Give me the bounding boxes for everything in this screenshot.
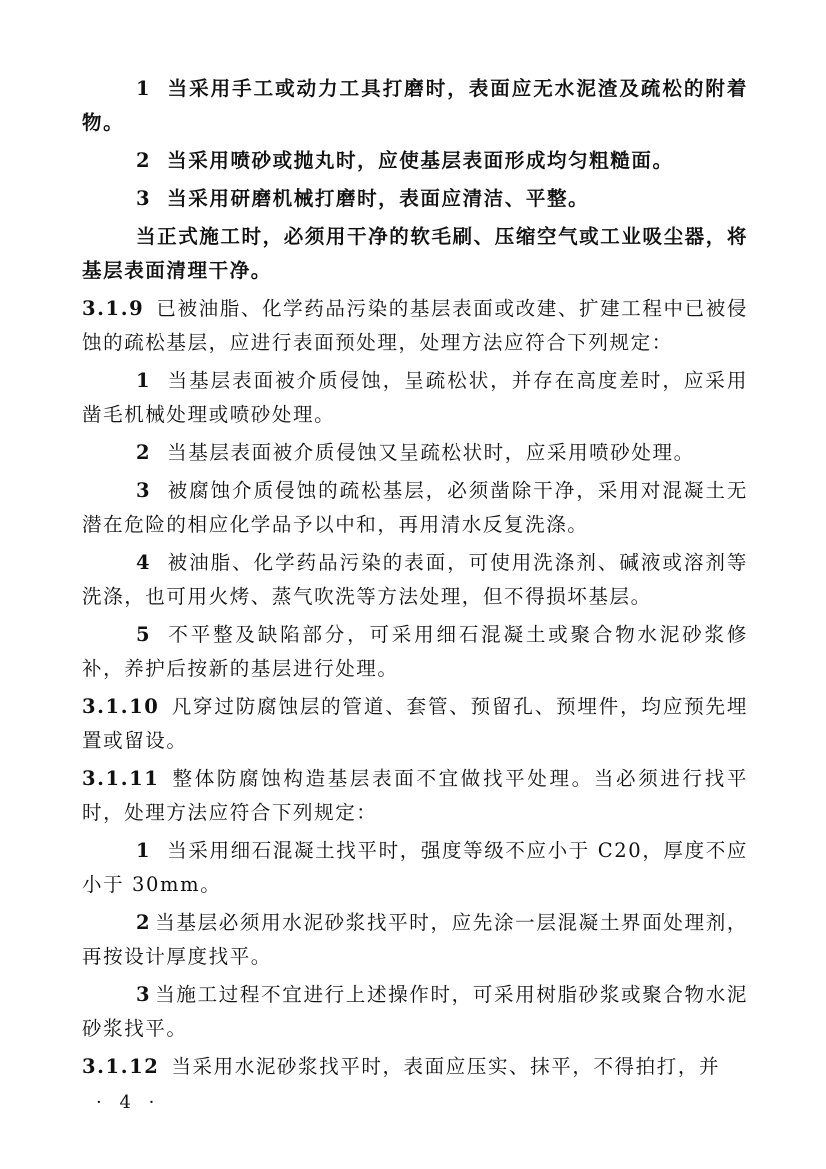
document-page xyxy=(82,72,748,1088)
paragraph-text: 当采用研磨机械打磨时，表面应清洁、平整。 xyxy=(167,187,590,210)
paragraph-text: 被油脂、化学药品污染的表面，可使用洗涤剂、碱液或溶剂等洗涤，也可用火烤、蒸气吹洗等方法处理，但不得损坏基层。 xyxy=(82,551,748,608)
list-item xyxy=(82,436,748,470)
paragraph-text: 当基层必须用水泥砂浆找平时，应先涂一层混凝土界面处理剂，再按设计厚度找平。 xyxy=(82,911,748,968)
item-number: 1 xyxy=(136,369,152,392)
item-number: 2 xyxy=(136,911,152,934)
clause-number: 3.1.11 xyxy=(82,767,160,790)
clause-number: 3.1.10 xyxy=(82,695,160,718)
paragraph-text: 当采用喷砂或抛丸时，应使基层表面形成均匀粗糙面。 xyxy=(167,149,674,172)
page-number: · 4 · xyxy=(96,1092,161,1113)
list-item xyxy=(82,546,748,614)
list-item xyxy=(82,474,748,542)
item-number: 5 xyxy=(136,623,152,646)
item-number: 3 xyxy=(136,479,152,502)
paragraph-text: 当正式施工时，必须用干净的软毛刷、压缩空气或工业吸尘器，将基层表面清理干净。 xyxy=(82,225,748,282)
paragraph-text: 当采用细石混凝土找平时，强度等级不应小于 C20，厚度不应小于 30mm。 xyxy=(82,839,748,896)
item-number: 3 xyxy=(136,983,152,1006)
paragraph-text: 当基层表面被介质侵蚀，呈疏松状，并存在高度差时，应采用凿毛机械处理或喷砂处理。 xyxy=(82,369,748,426)
paragraph-text: 当基层表面被介质侵蚀又呈疏松状时，应采用喷砂处理。 xyxy=(167,441,695,464)
paragraph-text: 已被油脂、化学药品污染的基层表面或改建、扩建工程中已被侵蚀的疏松基层，应进行表面预处理，处理方法应符合下列规定： xyxy=(82,297,748,354)
body-paragraph xyxy=(82,220,748,288)
paragraph-text: 凡穿过防腐蚀层的管道、套管、预留孔、预埋件，均应预先埋置或留设。 xyxy=(82,695,748,752)
item-number: 1 xyxy=(136,77,152,100)
clause-number: 3.1.9 xyxy=(82,297,145,320)
list-item xyxy=(82,144,748,178)
paragraph-text: 当施工过程不宜进行上述操作时，可采用树脂砂浆或聚合物水泥砂浆找平。 xyxy=(82,983,748,1040)
clause-paragraph xyxy=(82,762,748,830)
list-item xyxy=(82,834,748,902)
clause-paragraph xyxy=(82,1050,748,1084)
list-item xyxy=(82,364,748,432)
paragraph-text: 不平整及缺陷部分，可采用细石混凝土或聚合物水泥砂浆修补，养护后按新的基层进行处理。 xyxy=(82,623,748,680)
list-item xyxy=(82,906,748,974)
list-item xyxy=(82,72,748,140)
paragraph-text: 当采用手工或动力工具打磨时，表面应无水泥渣及疏松的附着物。 xyxy=(82,77,748,134)
list-item xyxy=(82,182,748,216)
item-number: 2 xyxy=(136,149,152,172)
clause-paragraph xyxy=(82,292,748,360)
clause-number: 3.1.12 xyxy=(82,1055,160,1078)
list-item xyxy=(82,978,748,1046)
item-number: 3 xyxy=(136,187,152,210)
item-number: 2 xyxy=(136,441,152,464)
paragraph-text: 整体防腐蚀构造基层表面不宜做找平处理。当必须进行找平时，处理方法应符合下列规定： xyxy=(82,767,748,824)
clause-paragraph xyxy=(82,690,748,758)
item-number: 4 xyxy=(136,551,152,574)
list-item xyxy=(82,618,748,686)
paragraph-text: 被腐蚀介质侵蚀的疏松基层，必须凿除干净，采用对混凝土无潜在危险的相应化学品予以中和，再用清水反复洗涤。 xyxy=(82,479,748,536)
item-number: 1 xyxy=(136,839,152,862)
paragraph-text: 当采用水泥砂浆找平时，表面应压实、抹平，不得拍打，并 xyxy=(171,1055,721,1078)
